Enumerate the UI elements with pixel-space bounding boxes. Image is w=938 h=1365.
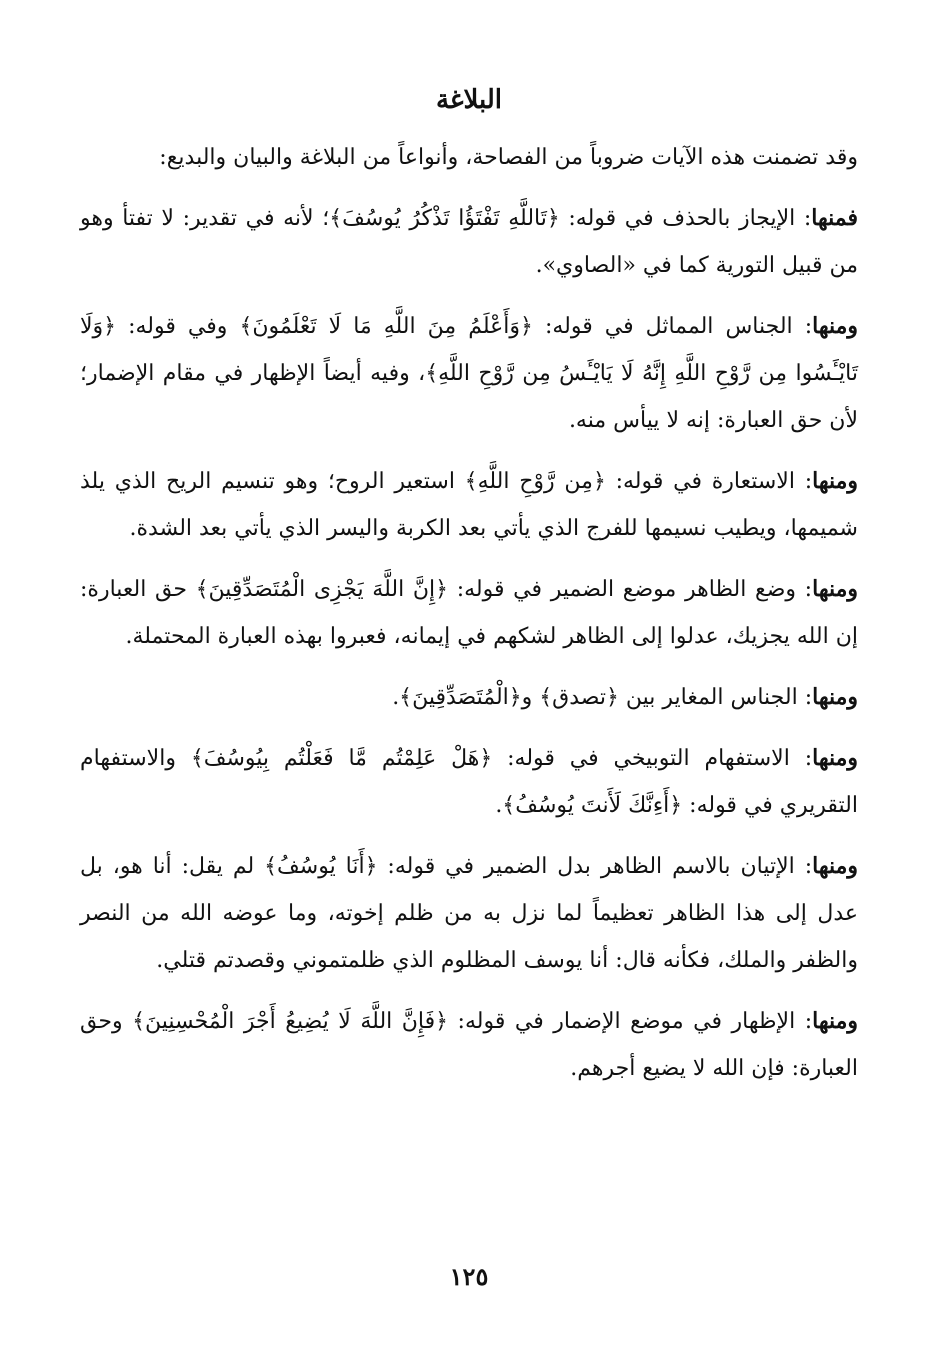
paragraph-istifham — [80, 735, 858, 829]
paragraph-text: : الإيجاز بالحذف في قوله: ﴿تَاللَّهِ تَفْتَؤُا تَذْكُرُ يُوسُفَ﴾؛ لأنه في تقدير: لا تفتأ وهو من قبيل التورية كما في «الصاوي». — [80, 206, 858, 279]
paragraph-jinas-mumathil — [80, 303, 858, 444]
paragraph-lead: ومنها — [812, 313, 858, 340]
paragraph-lead: ومنها — [812, 745, 858, 772]
page-number: ١٢٥ — [449, 1262, 489, 1291]
paragraph-itian-bilism — [80, 843, 858, 984]
paragraph-lead: ومنها — [812, 576, 858, 603]
paragraph-wad-alzahir — [80, 566, 858, 660]
paragraph-text: : وضع الظاهر موضع الضمير في قوله: ﴿إِنَّ اللَّهَ يَجْزِى الْمُتَصَدِّقِينَ﴾ حق العبارة: إن الله يجزيك، عدلوا إلى الظاهر لشكهم في إيمانه، فعبروا بهذه العبارة المحتملة. — [80, 577, 858, 650]
paragraph-text: : الإتيان بالاسم الظاهر بدل الضمير في قوله: ﴿أَنَا يُوسُفُ﴾ لم يقل: أنا هو، بل عدل إلى هذا الظاهر تعظيماً لما نزل به من ظلم إخوته، وما عوضه الله من النصر والظفر والملك، فكأنه قال: أنا يوسف المظلوم الذي ظلمتموني وقصدتم قتلي. — [80, 854, 858, 974]
paragraph-text: : الجناس المغاير بين ﴿تصدق﴾ و﴿الْمُتَصَدِّقِينَ﴾. — [392, 685, 813, 711]
paragraph-lead: ومنها — [812, 853, 858, 880]
paragraph-text: : الجناس المماثل في قوله: ﴿وَأَعْلَمُ مِنَ اللَّهِ مَا لَا تَعْلَمُونَ﴾ وفي قوله: ﴿وَلَا تَايْـَٔسُوا مِن رَّوْحِ اللَّهِ إِنَّهُ لَا يَايْـَٔسُ مِن رَّوْحِ اللَّهِ﴾، وفيه أيضاً الإظهار في مقام الإضمار؛ لأن حق العبارة: إنه لا ييأس منه. — [80, 314, 858, 434]
paragraph-intro — [80, 134, 858, 181]
paragraph-text: : الاستفهام التوبيخي في قوله: ﴿هَلْ عَلِمْتُم مَّا فَعَلْتُم بِيُوسُفَ﴾ والاستفهام التقريري في قوله: ﴿أَءِنَّكَ لَأَنتَ يُوسُفُ﴾. — [80, 746, 858, 819]
paragraph-izhar — [80, 998, 858, 1092]
paragraph-text: : الاستعارة في قوله: ﴿مِن رَّوْحِ اللَّهِ﴾ استعير الروح؛ وهو تنسيم الريح الذي يلذ شميمها، ويطيب نسيمها للفرج الذي يأتي بعد الكربة واليسر الذي يأتي بعد الشدة. — [80, 469, 858, 542]
paragraph-jinas-mughayir — [80, 674, 858, 721]
paragraph-lead: ومنها — [812, 468, 858, 495]
paragraph-lead: ومنها — [812, 1008, 858, 1035]
paragraph-lead: فمنها — [811, 205, 858, 232]
paragraph-text: : الإظهار في موضع الإضمار في قوله: ﴿فَإِنَّ اللَّهَ لَا يُضِيعُ أَجْرَ الْمُحْسِنِينَ﴾ وحق العبارة: فإن الله لا يضيع أجرهم. — [80, 1009, 858, 1082]
paragraph-text: وقد تضمنت هذه الآيات ضروباً من الفصاحة، وأنواعاً من البلاغة والبيان والبديع: — [159, 145, 858, 171]
paragraph-ijaz — [80, 195, 858, 289]
paragraph-istiara — [80, 458, 858, 552]
page-title: البلاغة — [435, 85, 503, 115]
paragraph-lead: ومنها — [812, 684, 858, 711]
